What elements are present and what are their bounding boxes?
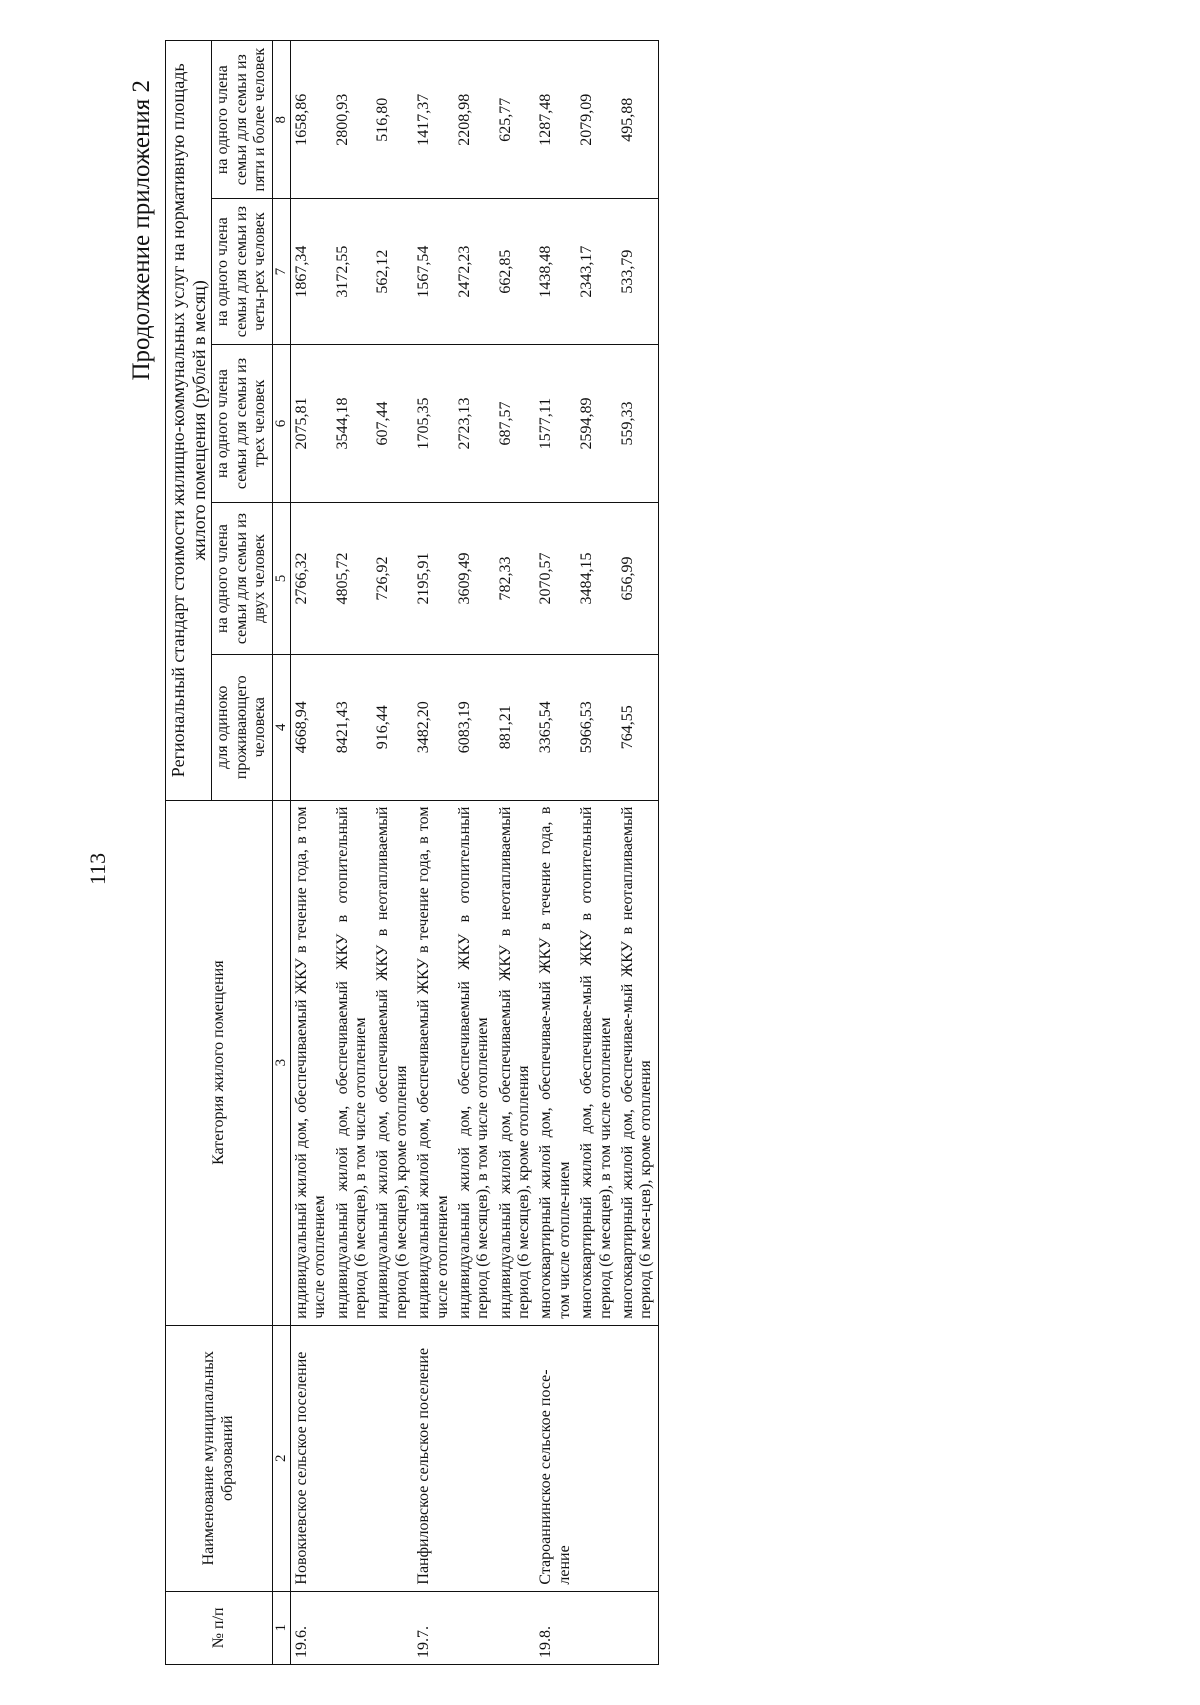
value-family-5: 495,88: [617, 41, 658, 199]
value-family-5: 1658,86: [290, 41, 331, 199]
value-family-4: 662,85: [495, 199, 536, 345]
table-row: [576, 41, 617, 1665]
value-single: 4668,94: [290, 654, 331, 800]
housing-category: индивидуальный жилой дом, обеспечиваемый ЖКУ в течение года, в том числе отоплением: [290, 800, 331, 1325]
value-family-4: 2472,23: [454, 199, 495, 345]
header-col-4: для одиноко проживающего человека: [212, 654, 272, 800]
housing-category: индивидуальный жилой дом, обеспечиваемый ЖКУ в отопительный период (6 месяцев), в том числе отоплением: [454, 800, 495, 1325]
value-family-4: 533,79: [617, 199, 658, 345]
column-number: 7: [272, 199, 290, 345]
table-row: [413, 41, 454, 1665]
column-number: 4: [272, 654, 290, 800]
housing-category: многоквартирный жилой дом, обеспечивае-мый ЖКУ в неотапливаемый период (6 меся-цев), кроме отопления: [617, 800, 658, 1325]
row-number: 19.8.: [535, 1591, 576, 1664]
column-number: 8: [272, 41, 290, 199]
value-single: 6083,19: [454, 654, 495, 800]
value-single: 3482,20: [413, 654, 454, 800]
appendix-note: Продолжение приложения 2: [128, 80, 155, 381]
value-family-5: 1417,37: [413, 41, 454, 199]
housing-category: индивидуальный жилой дом, обеспечиваемый ЖКУ в неотапливаемый период (6 месяцев), кроме отопления: [495, 800, 536, 1325]
table-row: [454, 41, 495, 1665]
header-col-6: на одного члена семьи для семьи из трех человек: [212, 344, 272, 502]
housing-category: многоквартирный жилой дом, обеспечивае-мый ЖКУ в течение года, в том числе отопле-нием: [535, 800, 576, 1325]
value-family-5: 516,80: [372, 41, 413, 199]
value-family-2: 3609,49: [454, 503, 495, 655]
table-row: [535, 41, 576, 1665]
municipality-name: Староаннинское сельское посе-ление: [535, 1325, 576, 1591]
value-family-3: 2075,81: [290, 344, 331, 502]
value-single: 764,55: [617, 654, 658, 800]
value-family-2: 656,99: [617, 503, 658, 655]
value-family-3: 559,33: [617, 344, 658, 502]
value-single: 881,21: [495, 654, 536, 800]
value-family-4: 562,12: [372, 199, 413, 345]
row-number: 19.7.: [413, 1591, 454, 1664]
housing-category: многоквартирный жилой дом, обеспечивае-мый ЖКУ в отопительный период (6 месяцев), в том числе отоплением: [576, 800, 617, 1325]
table-row: [495, 41, 536, 1665]
value-single: 916,44: [372, 654, 413, 800]
value-family-4: 1567,54: [413, 199, 454, 345]
table-row: [372, 41, 413, 1665]
value-family-5: 2079,09: [576, 41, 617, 199]
header-category: Категория жилого помещения: [166, 800, 273, 1325]
value-family-5: 625,77: [495, 41, 536, 199]
municipality-name: Новокиевское сельское поселение: [290, 1325, 331, 1591]
value-family-5: 2208,98: [454, 41, 495, 199]
value-family-2: 2766,32: [290, 503, 331, 655]
municipality-name: Панфиловское сельское поселение: [413, 1325, 454, 1591]
value-family-3: 1577,11: [535, 344, 576, 502]
header-no: № п/п: [166, 1591, 273, 1664]
value-family-3: 2723,13: [454, 344, 495, 502]
value-family-3: 3544,18: [332, 344, 373, 502]
page-number: 113: [85, 852, 110, 885]
table-row: [617, 41, 658, 1665]
header-standard: Региональный стандарт стоимости жилищно-коммунальных услуг на нормативную площадь жилого помещения (рублей в месяц): [166, 41, 212, 801]
standards-table: [165, 40, 659, 1665]
table-row: [290, 41, 331, 1665]
value-single: 8421,43: [332, 654, 373, 800]
row-number: 19.6.: [290, 1591, 331, 1664]
value-family-2: 4805,72: [332, 503, 373, 655]
value-family-3: 687,57: [495, 344, 536, 502]
value-family-2: 2195,91: [413, 503, 454, 655]
value-family-3: 2594,89: [576, 344, 617, 502]
column-number: 5: [272, 503, 290, 655]
header-col-7: на одного члена семьи для семьи из четы-рех человек: [212, 199, 272, 345]
value-single: 3365,54: [535, 654, 576, 800]
value-family-2: 726,92: [372, 503, 413, 655]
header-col-5: на одного члена семьи для семьи из двух человек: [212, 503, 272, 655]
housing-category: индивидуальный жилой дом, обеспечиваемый ЖКУ в неотапливаемый период (6 месяцев), кроме отопления: [372, 800, 413, 1325]
housing-category: индивидуальный жилой дом, обеспечиваемый ЖКУ в отопительный период (6 месяцев), в том числе отоплением: [332, 800, 373, 1325]
column-number: 2: [272, 1325, 290, 1591]
column-number: 3: [272, 800, 290, 1325]
value-family-4: 1867,34: [290, 199, 331, 345]
value-family-4: 2343,17: [576, 199, 617, 345]
value-family-4: 1438,48: [535, 199, 576, 345]
value-family-3: 1705,35: [413, 344, 454, 502]
table-row: [332, 41, 373, 1665]
housing-category: индивидуальный жилой дом, обеспечиваемый ЖКУ в течение года, в том числе отоплением: [413, 800, 454, 1325]
column-number: 6: [272, 344, 290, 502]
value-family-3: 607,44: [372, 344, 413, 502]
header-municipality: Наименование муниципальных образований: [166, 1325, 273, 1591]
value-family-2: 3484,15: [576, 503, 617, 655]
header-col-8: на одного члена семьи для семьи из пяти и более человек: [212, 41, 272, 199]
value-family-5: 1287,48: [535, 41, 576, 199]
value-family-2: 2070,57: [535, 503, 576, 655]
value-family-4: 3172,55: [332, 199, 373, 345]
value-single: 5966,53: [576, 654, 617, 800]
value-family-5: 2800,93: [332, 41, 373, 199]
column-number: 1: [272, 1591, 290, 1664]
value-family-2: 782,33: [495, 503, 536, 655]
